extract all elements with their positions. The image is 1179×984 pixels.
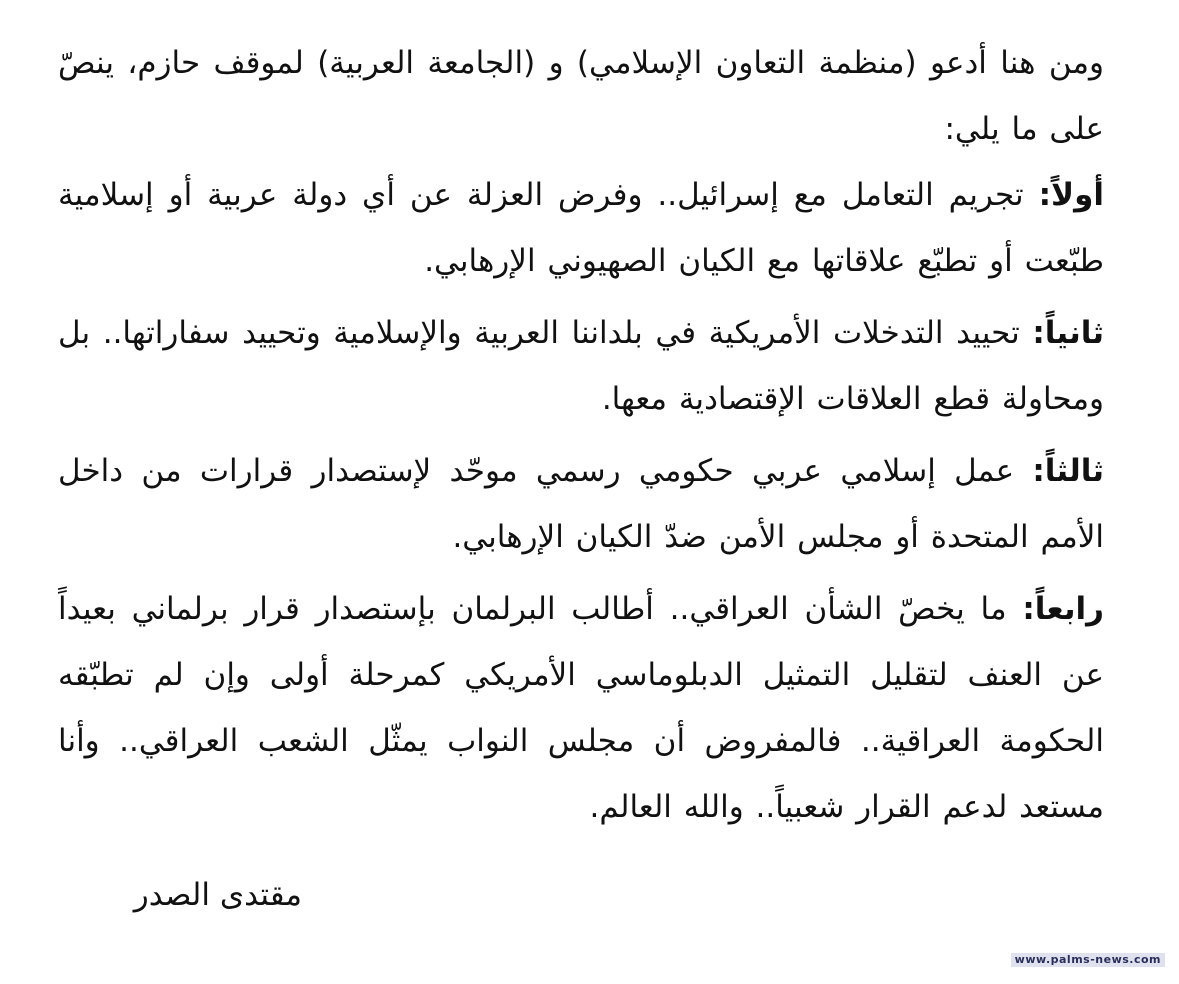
point-4-text: ما يخصّ الشأن العراقي.. أطالب البرلمان بإستصدار قرار برلماني بعيداً عن العنف لتقليل التمثيل الدبلوماسي الأمريكي كمرحلة أولى وإن لم تطبّقه الحكومة العراقية.. فالمفروض أن مجلس النواب يمثّل الشعب العراقي.. وأنا مستعد لدعم القرار شعبياً.. والله العالم. — [58, 591, 1104, 825]
intro-paragraph — [58, 30, 1104, 162]
point-3-paragraph — [58, 438, 1104, 570]
signature: مقتدى الصدر — [133, 877, 302, 913]
point-4-paragraph — [58, 576, 1104, 840]
statement-body — [58, 30, 1104, 890]
point-1-label: أولاً: — [1038, 177, 1104, 213]
point-4-label: رابعاً: — [1022, 591, 1104, 627]
point-2-label: ثانياً: — [1032, 315, 1104, 351]
point-2-paragraph — [58, 300, 1104, 432]
point-1-paragraph — [58, 162, 1104, 294]
intro-text: ومن هنا أدعو (منظمة التعاون الإسلامي) و (الجامعة العربية) لموقف حازم، ينصّ على ما يلي: — [58, 45, 1104, 147]
point-2-text: تحييد التدخلات الأمريكية في بلداننا العربية والإسلامية وتحييد سفاراتها.. بل ومحاولة قطع العلاقات الإقتصادية معها. — [58, 315, 1104, 417]
point-1-text: تجريم التعامل مع إسرائيل.. وفرض العزلة عن أي دولة عربية أو إسلامية طبّعت أو تطبّع علاقاتها مع الكيان الصهيوني الإرهابي. — [58, 177, 1104, 279]
point-3-label: ثالثاً: — [1032, 453, 1104, 489]
source-watermark: www.palms-news.com — [1011, 953, 1165, 967]
point-3-text: عمل إسلامي عربي حكومي رسمي موحّد لإستصدار قرارات من داخل الأمم المتحدة أو مجلس الأمن ضدّ الكيان الإرهابي. — [58, 453, 1104, 555]
